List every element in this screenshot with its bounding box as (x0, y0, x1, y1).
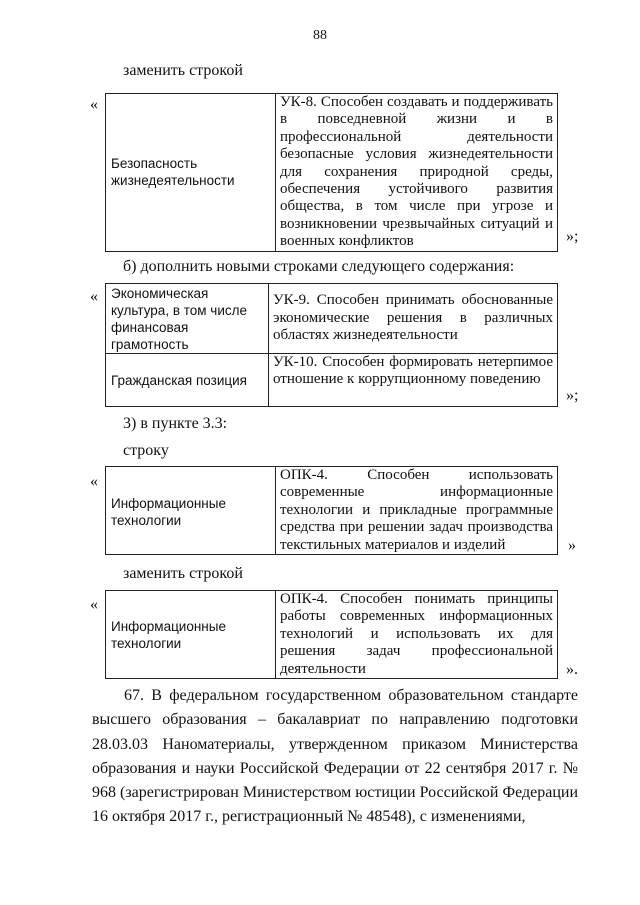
table4-open-quote: « (90, 596, 98, 613)
page-number: 88 (313, 28, 327, 43)
table2-row2-left-cell: Гражданская позиция (106, 354, 269, 407)
table1-left-cell: Безопасность жизнедеятельности (106, 94, 276, 252)
replace-with-text: заменить строкой (123, 565, 243, 582)
paragraph-67: 67. В федеральном государственном образовательном стандарте высшего образования – бакалавриат по направлению подготовки 28.03.03 Наноматериалы, утвержденном приказом Министерства образования и науки Российской Федерации от 22 сентября 2017 г. № 968 (зарегистрирован Министерством юстиции Российской Федерации 16 октября 2017 г., регистрационный № 48548), с изменениями, (92, 687, 579, 826)
table-row (106, 284, 558, 354)
table2-close-quote: »; (566, 387, 579, 404)
table-row (106, 354, 558, 407)
item-b-text: б) дополнить новыми строками следующего содержания: (123, 258, 515, 275)
table4-close-quote: ». (566, 661, 578, 678)
row-word-text: строку (123, 442, 169, 459)
table3-close-quote: » (568, 537, 576, 554)
table4-right-cell: ОПК-4. Способен понимать принципы работы современных информационных технологий и использовать их для решения задач профессиональной деятельности (276, 591, 558, 679)
table2 (105, 283, 558, 407)
table1-right-cell: УК-8. Способен создавать и поддерживать в повседневной жизни и в профессиональной деятельности безопасные условия жизнедеятельности для сохранения природной среды, обеспечения устойчивого развития общества, в том числе при угрозе и возникновении чрезвычайных ситуаций и военных конфликтов (276, 94, 558, 252)
table3-left-cell: Информационные технологии (106, 467, 276, 555)
intro-replace-text: заменить строкой (123, 62, 243, 79)
table1-open-quote: « (90, 96, 98, 113)
table-row (106, 467, 558, 555)
table4 (105, 590, 558, 679)
table1-close-quote: »; (566, 228, 579, 245)
table2-row1-right-cell: УК-9. Способен принимать обоснованные экономические решения в различных областях жизнедеятельности (269, 284, 558, 354)
table3 (105, 466, 558, 555)
table1 (105, 93, 558, 252)
table4-left-cell: Информационные технологии (106, 591, 276, 679)
table3-right-cell: ОПК-4. Способен использовать современные информационные технологии и прикладные программные средства при решении задач производства текстильных материалов и изделий (276, 467, 558, 555)
table2-open-quote: « (90, 288, 98, 305)
item-3-text: 3) в пункте 3.3: (123, 415, 228, 432)
table-row (106, 591, 558, 679)
table-row (106, 94, 558, 252)
table2-row1-left-cell: Экономическая культура, в том числе финансовая грамотность (106, 284, 269, 354)
table3-open-quote: « (90, 473, 98, 490)
table2-row2-right-cell: УК-10. Способен формировать нетерпимое отношение к коррупционному поведению (269, 354, 558, 407)
